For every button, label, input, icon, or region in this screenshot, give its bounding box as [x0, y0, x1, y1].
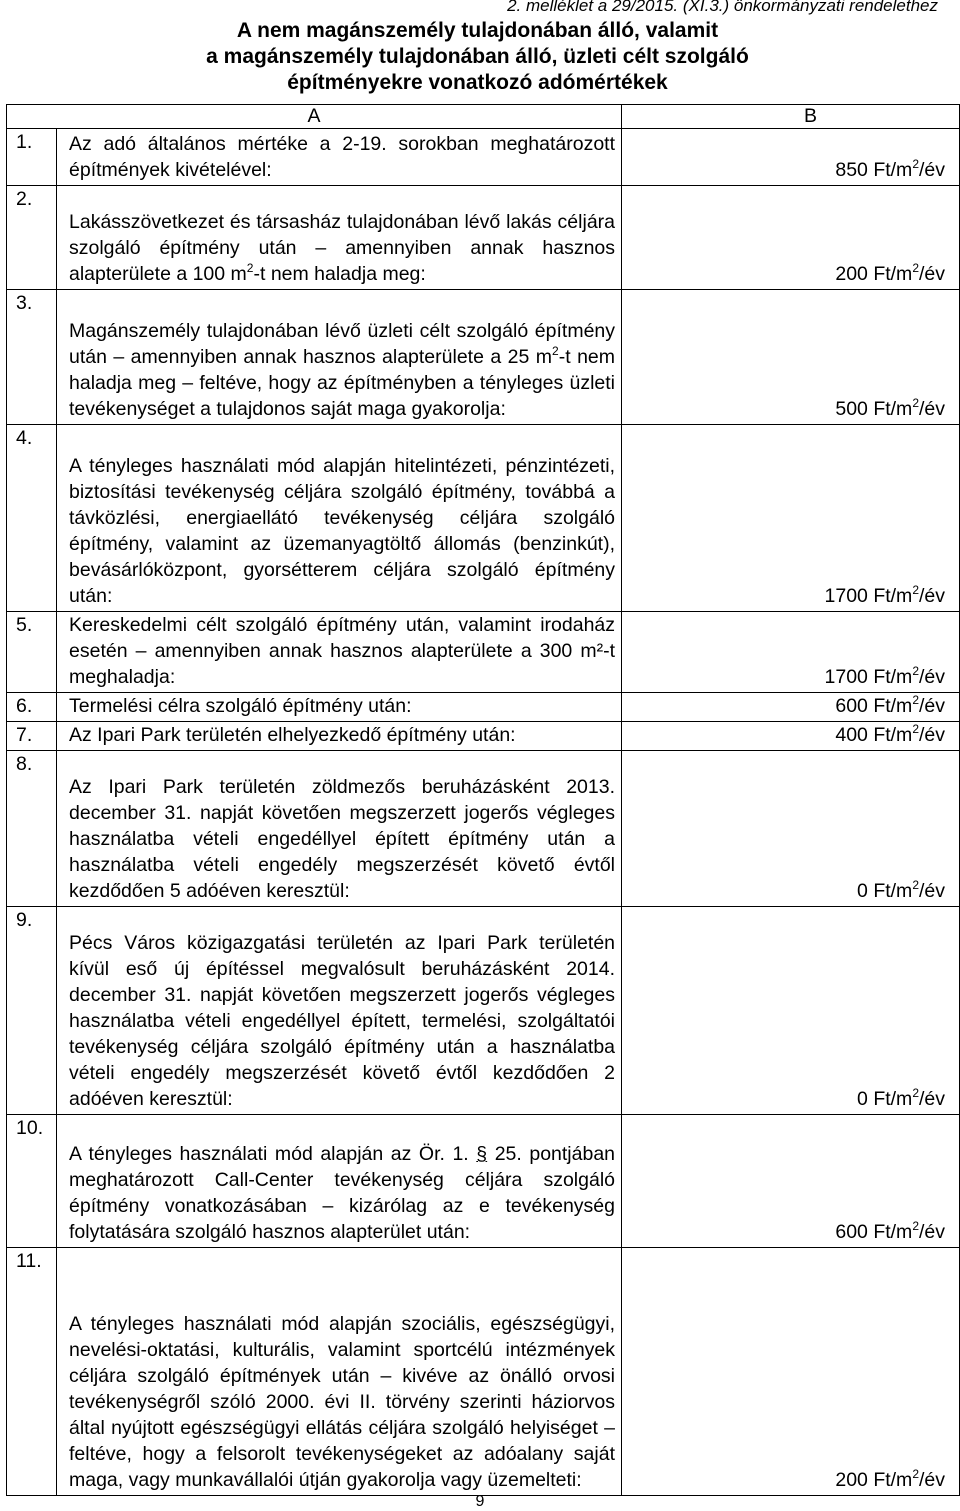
- row-rate: 0 $Ft/m^2/év$: [622, 751, 960, 907]
- tax-rate-table: [6, 104, 960, 1496]
- row-description: A tényleges használati mód alapján szociális, egészségügyi, nevelési-oktatási, kulturális, valamint sportcélú intézmények céljára szolgáló építmények után – kivéve az önálló orvosi tevékenységről szóló 2000. évi II. törvény szerinti háziorvos által nyújtott egészségügyi ellátás céljára szolgáló helyiséget – feltéve, hogy a felsorolt tevékenységeket az adóalany saját maga, vagy munkavállalói útján gyakorolja vagy üzemelteti:: [57, 1248, 622, 1496]
- row-number: 2.: [7, 186, 57, 290]
- column-a-header: A: [7, 105, 622, 129]
- table-row: [7, 693, 960, 722]
- row-description: Lakásszövetkezet és társasház tulajdonában lévő lakás céljára szolgáló építmény után – amennyiben annak hasznos alapterülete a 100 $m^2-t$ nem haladja meg:: [57, 186, 622, 290]
- row-description: Az Ipari Park területén elhelyezkedő építmény után:: [57, 722, 622, 751]
- row-rate: 200 $Ft/m^2/év$: [622, 186, 960, 290]
- row-rate: 200 $Ft/m^2/év$: [622, 1248, 960, 1496]
- row-rate: 400 $Ft/m^2/év$: [622, 722, 960, 751]
- table-row: [7, 907, 960, 1115]
- row-number: 9.: [7, 907, 57, 1115]
- row-description: Termelési célra szolgáló építmény után:: [57, 693, 622, 722]
- column-b-header: B: [622, 105, 960, 129]
- row-description: Magánszemély tulajdonában lévő üzleti célt szolgáló építmény után – amennyiben annak hasznos alapterülete a 25 $m^2-t$ nem haladja meg – feltéve, hogy az építményben a tényleges üzleti tevékenységet a tulajdonos saját maga gyakorolja:: [57, 290, 622, 425]
- table-row: [7, 290, 960, 425]
- page-number: 9: [475, 1493, 485, 1510]
- row-description: A tényleges használati mód alapján az Ör. 1. § 25. pontjában meghatározott Call-Center tevékenység céljára szolgáló építmény vonatkozásában – kizárólag az e tevékenység folytatására szolgáló hasznos alapterület után:: [57, 1115, 622, 1248]
- row-description: Kereskedelmi célt szolgáló építmény után, valamint irodaház esetén – amennyiben annak hasznos alapterülete a 300 m²-t meghaladja:: [57, 612, 622, 693]
- table-row: [7, 186, 960, 290]
- table-row: [7, 425, 960, 612]
- table-row: [7, 129, 960, 186]
- row-number: 3.: [7, 290, 57, 425]
- row-rate: 1700 $Ft/m^2/év$: [622, 612, 960, 693]
- table-row: [7, 612, 960, 693]
- section-sign: §: [476, 1143, 488, 1165]
- table-row: [7, 1248, 960, 1496]
- row-number: 1.: [7, 129, 57, 186]
- row-number: 11.: [7, 1248, 57, 1496]
- row-number: 5.: [7, 612, 57, 693]
- row-rate: 0 $Ft/m^2/év$: [622, 907, 960, 1115]
- row-rate: 850 $Ft/m^2/év$: [622, 129, 960, 186]
- row-description: Az Ipari Park területén zöldmezős beruházásként 2013. december 31. napját követően megszerzett jogerős végleges használatba vételi engedéllyel épített építmény után a használatba vételi engedély megszerzését követő évtől kezdődően 5 adóéven keresztül:: [57, 751, 622, 907]
- row-rate: 600 $Ft/m^2/év$: [622, 1115, 960, 1248]
- row-rate: 1700 $Ft/m^2/év$: [622, 425, 960, 612]
- title-line: építményekre vonatkozó adómértékek: [287, 71, 668, 94]
- row-number: 7.: [7, 722, 57, 751]
- table-row: [7, 722, 960, 751]
- row-description: Pécs Város közigazgatási területén az Ipari Park területén kívül eső új építéssel megvalósult beruházásként 2014. december 31. napját követően megszerzett jogerős végleges használatba vételi engedéllyel épített, termelési, szolgáltatói tevékenység céljára szolgáló építmény után a használatba vételi engedély megszerzését követő évtől kezdődően 2 adóéven keresztül:: [57, 907, 622, 1115]
- table-row: [7, 1115, 960, 1248]
- table-header-row: [7, 105, 960, 129]
- row-rate: 600 $Ft/m^2/év$: [622, 693, 960, 722]
- row-number: 4.: [7, 425, 57, 612]
- row-description: Az adó általános mértéke a 2-19. sorokban meghatározott építmények kivételével:: [57, 129, 622, 186]
- row-rate: 500 $Ft/m^2/év$: [622, 290, 960, 425]
- annex-reference: 2. melléklet a 29/2015. (XI.3.) önkormányzati rendelethez: [507, 0, 938, 15]
- title-line: a magánszemély tulajdonában álló, üzleti célt szolgáló: [206, 45, 749, 68]
- row-number: 8.: [7, 751, 57, 907]
- row-number: 10.: [7, 1115, 57, 1248]
- document-title: [100, 18, 855, 96]
- table-row: [7, 751, 960, 907]
- title-line: A nem magánszemély tulajdonában álló, valamit: [236, 19, 719, 42]
- row-number: 6.: [7, 693, 57, 722]
- row-description: A tényleges használati mód alapján hitelintézeti, pénzintézeti, biztosítási tevékenység céljára szolgáló építmény, továbbá a távközlési, energiaellátó tevékenység céljára szolgáló építmény, valamint az üzemanyagtöltő állomás (benzinkút), bevásárlóközpont, gyorsétterem céljára szolgáló építmény után:: [57, 425, 622, 612]
